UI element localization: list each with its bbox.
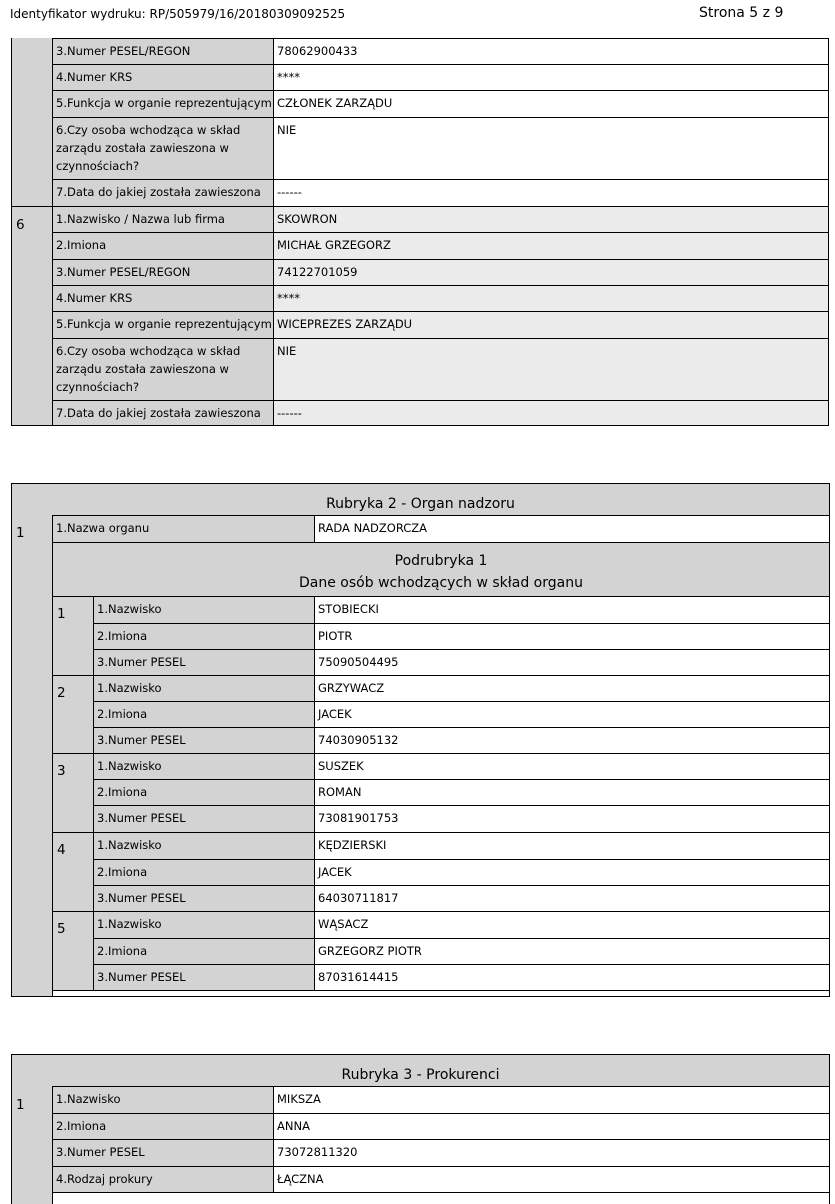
row-label: 2.Imiona: [52, 232, 274, 260]
person6-index-box: [11, 206, 53, 426]
row-label: 1.Nazwisko: [52, 1086, 274, 1114]
row-label: 2.Imiona: [93, 701, 315, 728]
person-index: 4: [57, 842, 66, 858]
row-label: 3.Numer PESEL: [93, 805, 315, 833]
row-label: 1.Nazwisko: [93, 911, 315, 939]
row-value: GRZEGORZ PIOTR: [314, 938, 830, 965]
podrubryka-title-line2: Dane osób wchodzących w skład organu: [299, 575, 583, 591]
row-label: 1.Nazwisko: [93, 596, 315, 624]
row-label: 2.Imiona: [93, 859, 315, 886]
row-label: 1.Nazwisko: [93, 753, 315, 780]
podrubryka-title: [52, 542, 830, 597]
row-value: PIOTR: [314, 623, 830, 650]
row-value: ANNA: [273, 1113, 830, 1140]
organ-label: 1.Nazwa organu: [52, 515, 315, 543]
row-label: 1.Nazwisko / Nazwa lub firma: [52, 206, 274, 233]
print-identifier: Identyfikator wydruku: RP/505979/16/20180309092525: [10, 7, 346, 21]
row-label: 5.Funkcja w organie reprezentującym: [52, 311, 274, 339]
row-value: WICEPREZES ZARZĄDU: [273, 311, 829, 339]
row-value: 74122701059: [273, 259, 829, 286]
row-value: GRZYWACZ: [314, 675, 830, 702]
row-label: 7.Data do jakiej została zawieszona: [52, 400, 274, 426]
rubryka3-bottom-spacer: [52, 1192, 830, 1204]
row-label: 3.Numer PESEL: [93, 649, 315, 676]
row-value: 64030711817: [314, 885, 830, 912]
person-index: 2: [57, 685, 66, 701]
row-label: 6.Czy osoba wchodząca w skład zarządu została zawieszona w czynnościach?: [52, 338, 274, 401]
row-value: NIE: [273, 338, 829, 401]
row-label: 2.Imiona: [93, 938, 315, 965]
rubryka3-title: Rubryka 3 - Prokurenci: [11, 1054, 830, 1087]
organ-value: RADA NADZORCZA: [314, 515, 830, 543]
row-value: ------: [273, 400, 829, 426]
row-value: 78062900433: [273, 38, 829, 65]
row-value: MICHAŁ GRZEGORZ: [273, 232, 829, 260]
rubryka2-left-column: [11, 515, 53, 997]
row-label: 3.Numer PESEL: [93, 727, 315, 754]
rubryka2-index: 1: [16, 525, 25, 541]
row-label: 2.Imiona: [93, 779, 315, 806]
row-label: 4.Rodzaj prokury: [52, 1166, 274, 1193]
row-value: WĄSACZ: [314, 911, 830, 939]
row-value: ŁĄCZNA: [273, 1166, 830, 1193]
row-value: NIE: [273, 117, 829, 180]
row-label: 3.Numer PESEL: [52, 1139, 274, 1167]
row-label: 5.Funkcja w organie reprezentującym: [52, 90, 274, 118]
row-value: ****: [273, 285, 829, 312]
row-value: 87031614415: [314, 964, 830, 991]
rubryka2-title: Rubryka 2 - Organ nadzoru: [11, 483, 830, 516]
rubryka3-index: 1: [16, 1097, 25, 1113]
page-number: Strona 5 z 9: [699, 5, 784, 21]
row-label: 2.Imiona: [52, 1113, 274, 1140]
person-index: 5: [57, 921, 66, 937]
row-value: JACEK: [314, 701, 830, 728]
row-value: 75090504495: [314, 649, 830, 676]
row-label: 4.Numer KRS: [52, 64, 274, 91]
row-label: 3.Numer PESEL: [93, 885, 315, 912]
row-label: 6.Czy osoba wchodząca w skład zarządu została zawieszona w czynnościach?: [52, 117, 274, 180]
row-value: ROMAN: [314, 779, 830, 806]
row-value: SKOWRON: [273, 206, 829, 233]
row-label: 3.Numer PESEL/REGON: [52, 259, 274, 286]
person-index: 3: [57, 763, 66, 779]
row-value: CZŁONEK ZARZĄDU: [273, 90, 829, 118]
person6-index: 6: [16, 217, 25, 233]
row-value: STOBIECKI: [314, 596, 830, 624]
row-label: 2.Imiona: [93, 623, 315, 650]
row-value: ------: [273, 179, 829, 207]
row-value: 74030905132: [314, 727, 830, 754]
row-value: SUSZEK: [314, 753, 830, 780]
row-value: 73081901753: [314, 805, 830, 833]
row-label: 3.Numer PESEL: [93, 964, 315, 991]
row-value: ****: [273, 64, 829, 91]
podrubryka-title-line1: Podrubryka 1: [394, 553, 488, 569]
row-label: 7.Data do jakiej została zawieszona: [52, 179, 274, 207]
row-label: 3.Numer PESEL/REGON: [52, 38, 274, 65]
row-label: 1.Nazwisko: [93, 832, 315, 860]
person-index: 1: [57, 606, 66, 622]
row-value: 73072811320: [273, 1139, 830, 1167]
row-label: 4.Numer KRS: [52, 285, 274, 312]
row-value: JACEK: [314, 859, 830, 886]
row-label: 1.Nazwisko: [93, 675, 315, 702]
row-value: KĘDZIERSKI: [314, 832, 830, 860]
row-value: MIKSZA: [273, 1086, 830, 1114]
